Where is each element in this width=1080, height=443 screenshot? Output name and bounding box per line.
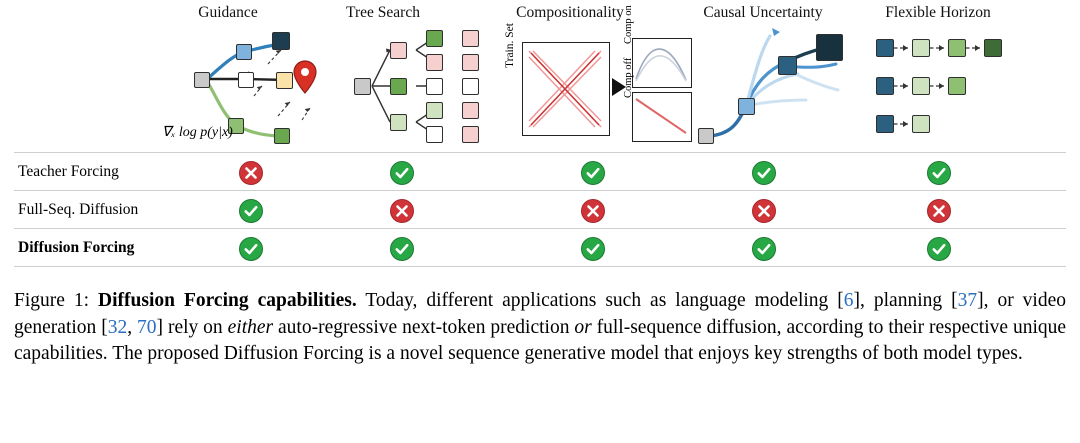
cell-fullseq-tree-search: [390, 199, 412, 221]
check-circle-icon: [927, 237, 951, 261]
cross-circle-icon: [390, 199, 414, 223]
table-row: [14, 190, 1066, 228]
horizon-node-r1-c4: [984, 39, 1002, 57]
tree-node-green-2: [426, 30, 443, 47]
compositionality-comp-off-plot: [632, 92, 692, 142]
comp-on-curve-svg: [633, 39, 689, 85]
causal-node-start: [698, 128, 714, 144]
cell-df-compositionality: [581, 237, 603, 259]
horizon-node-r1-c1: [876, 39, 894, 57]
comp-off-curve-svg: [633, 93, 689, 139]
compositionality-comp-on-plot: [632, 38, 692, 88]
caption-part3: ], or video generation [: [14, 290, 1066, 338]
tree-node-pink-4: [462, 54, 479, 71]
cell-df-causal-uncertainty: [752, 237, 774, 259]
guidance-node-green-2: [274, 128, 290, 144]
column-header-flexible-horizon: Flexible Horizon: [885, 4, 991, 21]
horizon-node-r1-c2: [912, 39, 930, 57]
check-circle-icon: [390, 161, 414, 185]
tree-node-white-2: [426, 126, 443, 143]
caption-part6: auto-regressive next-token prediction: [273, 316, 575, 338]
cell-teacher-guidance: [239, 161, 261, 183]
horizon-node-r1-c3: [948, 39, 966, 57]
causal-node-blue-2: [778, 56, 797, 75]
tree-node-palegreen-2: [426, 102, 443, 119]
guidance-node-goal: [276, 72, 293, 89]
citation-70[interactable]: 70: [137, 316, 157, 338]
capabilities-table: [14, 152, 1066, 267]
causal-node-blue-1: [738, 98, 755, 115]
check-circle-icon: [390, 237, 414, 261]
cell-fullseq-compositionality: [581, 199, 603, 221]
citation-37[interactable]: 37: [957, 290, 978, 311]
horizon-node-r2-c1: [876, 77, 894, 95]
tree-node-white-1: [426, 78, 443, 95]
flexible-horizon-diagram: [870, 24, 1020, 150]
cell-teacher-tree-search: [390, 161, 412, 183]
caption-part5: ] rely on: [156, 316, 228, 338]
compositionality-train-set-plot: [522, 42, 610, 136]
cell-teacher-causal-uncertainty: [752, 161, 774, 183]
causal-uncertainty-diagram: [690, 24, 860, 150]
check-circle-icon: [752, 161, 776, 185]
horizon-node-r2-c3: [948, 77, 966, 95]
cross-circle-icon: [927, 199, 951, 223]
caption-part2: ], planning [: [853, 290, 958, 311]
check-circle-icon: [581, 237, 605, 261]
cell-teacher-compositionality: [581, 161, 603, 183]
horizon-node-r3-c2: [912, 115, 930, 133]
guidance-diagram: [150, 24, 340, 150]
column-header-causal-uncertainty: Causal Uncertainty: [703, 4, 823, 21]
guidance-formula: ∇ₓ log p(y|x): [162, 125, 233, 140]
cross-circle-icon: [581, 199, 605, 223]
compositionality-cross-curves-svg: [523, 43, 607, 133]
tree-search-diagram: [330, 24, 490, 150]
citation-32[interactable]: 32: [107, 316, 128, 338]
cross-circle-icon: [239, 161, 263, 185]
tree-node-palegreen-1: [390, 114, 407, 131]
row-label-teacher-forcing: Teacher Forcing: [18, 162, 119, 180]
table-row: [14, 228, 1066, 267]
check-circle-icon: [581, 161, 605, 185]
cell-df-flexible-horizon: [927, 237, 949, 259]
guidance-node-start: [194, 72, 210, 88]
causal-node-dark-end: [816, 34, 843, 61]
cross-circle-icon: [752, 199, 776, 223]
check-circle-icon: [239, 199, 263, 223]
horizon-node-r2-c2: [912, 77, 930, 95]
row-label-full-seq-diffusion: Full-Seq. Diffusion: [18, 200, 139, 218]
location-pin-icon: [292, 60, 318, 94]
column-header-compositionality: Compositionality: [516, 4, 624, 21]
check-circle-icon: [752, 237, 776, 261]
caption-italic-either: either: [227, 316, 274, 338]
tree-node-pink-5: [462, 102, 479, 119]
cell-df-tree-search: [390, 237, 412, 259]
check-circle-icon: [239, 237, 263, 261]
guidance-node-blue-1: [236, 44, 252, 60]
tree-node-pink-2: [426, 54, 443, 71]
column-header-guidance: Guidance: [198, 4, 258, 21]
column-header-tree-search: Tree Search: [346, 4, 420, 21]
horizon-node-r3-c1: [876, 115, 894, 133]
cell-df-guidance: [239, 237, 261, 259]
caption-italic-or: or: [574, 316, 592, 338]
compositionality-comp-on-label: Comp on: [623, 5, 634, 44]
tree-node-green-1: [390, 78, 407, 95]
figure-caption: [14, 288, 1066, 368]
caption-prefix: Figure 1:: [14, 290, 99, 311]
cell-teacher-flexible-horizon: [927, 161, 949, 183]
compositionality-train-set-label: Train. Set: [504, 23, 516, 68]
cell-fullseq-causal-uncertainty: [752, 199, 774, 221]
tree-node-white-3: [462, 78, 479, 95]
compositionality-comp-off-label: Comp off: [623, 57, 634, 98]
tree-node-pink-3: [462, 30, 479, 47]
cell-fullseq-guidance: [239, 199, 261, 221]
cell-fullseq-flexible-horizon: [927, 199, 949, 221]
tree-node-root: [354, 78, 371, 95]
check-circle-icon: [927, 161, 951, 185]
caption-part7: full-sequence diffusion, according to their respective unique capabilities. The proposed Diffusion Forcing is a novel sequence generative model that enjoys key strengths of both model types.: [14, 316, 1067, 364]
guidance-node-white-mid: [238, 72, 254, 88]
caption-bold-title: Diffusion Forcing capabilities.: [98, 290, 357, 311]
row-label-diffusion-forcing: Diffusion Forcing: [18, 238, 135, 256]
citation-6[interactable]: 6: [843, 290, 854, 311]
guidance-node-dark: [272, 32, 290, 50]
tree-node-pink-6: [462, 126, 479, 143]
table-row: [14, 152, 1066, 190]
tree-node-pink-1: [390, 42, 407, 59]
caption-part1: Today, different applications such as language modeling [: [356, 290, 844, 311]
caption-part4: ,: [127, 316, 138, 338]
